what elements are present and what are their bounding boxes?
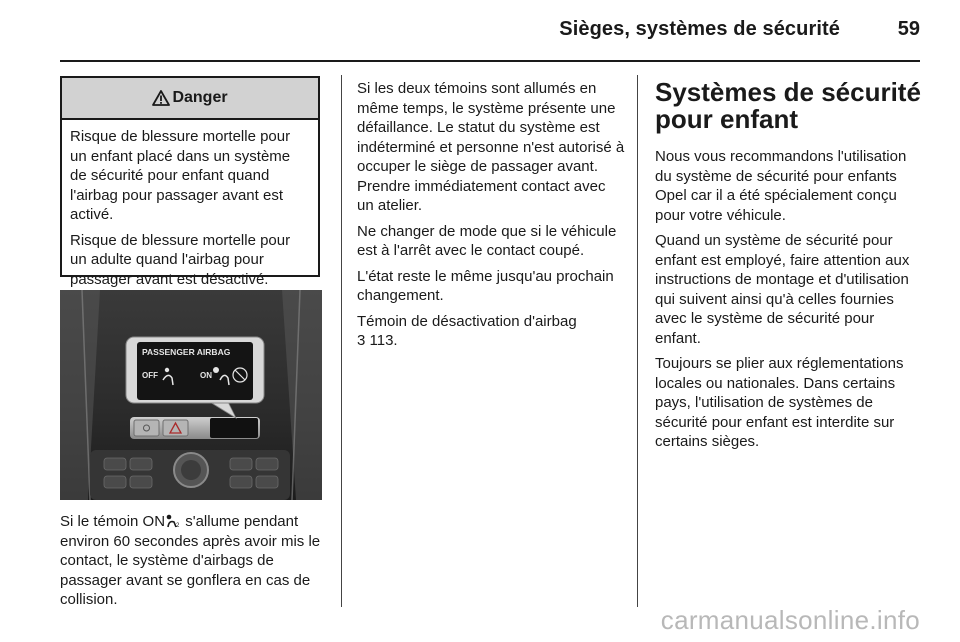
airbag-on-paragraph — [60, 512, 326, 610]
page-number: 59 — [897, 18, 920, 40]
panel-on-label: ON — [200, 371, 212, 380]
warning-triangle-icon — [152, 90, 170, 106]
paragraph: L'état reste le même jusqu'au prochain changement. — [357, 267, 614, 304]
column1-text — [60, 512, 326, 616]
danger-heading-label: Danger — [172, 89, 228, 106]
dashboard-photo — [60, 290, 322, 500]
column3-text — [655, 147, 921, 452]
reference-text: Témoin de désactivation d'airbag — [357, 312, 577, 330]
section-title: Systèmes de sécurité pour enfant — [655, 77, 921, 134]
text-after-icon: s'allume pendant environ 60 secondes après avoir mis le contact, le système d'airbags de passager avant se gonflera en cas de collision. — [60, 513, 321, 608]
column2-text — [357, 79, 625, 357]
danger-paragraph: Risque de blessure mortelle pour un adulte quand l'airbag pour passager avant est désactivé. — [70, 231, 291, 288]
header-title: Sièges, systèmes de sécurité — [559, 18, 840, 40]
watermark: carmanualsonline.info — [660, 605, 920, 635]
svg-text:2: 2 — [176, 523, 180, 528]
paragraph: Si les deux témoins sont allumés en même temps, le système présente une défaillance. Le statut du système est indéterminé et personne n'est autorisé à occuper le siège de passager avant. Prendre immédiatement contact avec un atelier. — [357, 80, 625, 214]
paragraph: Nous vous recommandons l'utilisation du système de sécurité pour enfants Opel car il a été spécialement conçu pour votre véhicule. — [655, 148, 907, 224]
danger-heading — [62, 78, 318, 120]
danger-paragraph: Risque de blessure mortelle pour un enfant placé dans un système de sécurité pour enfant quand l'airbag pour passager avant est activé. — [70, 128, 291, 223]
paragraph: Quand un système de sécurité pour enfant est employé, faire attention aux instructions de montage et d'utilisation qui suivent ainsi qu'à celles fournies avec le système de sécurité pour enfant. — [655, 232, 910, 347]
danger-body — [62, 120, 318, 289]
cross-reference — [357, 312, 625, 351]
reference-symbol: 3 — [357, 332, 366, 349]
text-before-icon: Si le témoin ON — [60, 513, 166, 530]
panel-off-label: OFF — [142, 371, 158, 380]
child-seat-icon — [165, 514, 181, 528]
column3 — [655, 79, 921, 458]
header-rule — [60, 60, 920, 62]
reference-page-link[interactable]: 113. — [369, 332, 398, 349]
paragraph: Toujours se plier aux réglementations locales ou nationales. Dans certains pays, l'utilisation de systèmes de sécurité pour enfant est interdite sur certains sièges. — [655, 355, 904, 450]
dashboard-illustration — [60, 290, 322, 500]
panel-label: PASSENGER AIRBAG — [142, 347, 231, 357]
column-divider — [637, 75, 638, 607]
column-divider — [341, 75, 342, 607]
paragraph: Ne changer de mode que si le véhicule est à l'arrêt avec le contact coupé. — [357, 222, 617, 259]
danger-box — [60, 76, 320, 288]
